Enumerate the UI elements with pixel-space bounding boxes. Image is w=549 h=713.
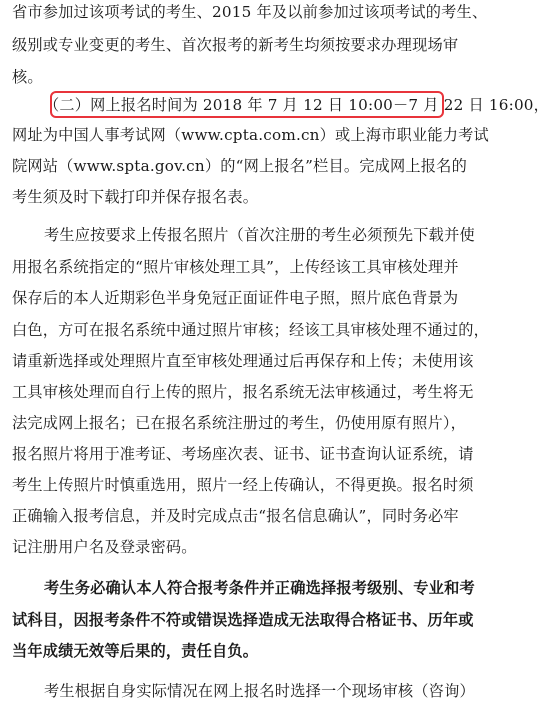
text-line: 记注册用户名及登录密码。 xyxy=(12,538,197,556)
text-line: 用报名系统指定的“照片审核处理工具”，上传经该工具审核处理并 xyxy=(12,258,459,276)
text-line: 请重新选择或处理照片直至审核处理通过后再保存和上传；未使用该 xyxy=(12,352,474,370)
text-line: 核。 xyxy=(12,68,43,86)
text-line: 法完成网上报名；已在报名系统注册过的考生，仍使用原有照片）， xyxy=(12,414,467,432)
text-line: 省市参加过该项考试的考生、2015 年及以前参加过该项考试的考生、 xyxy=(12,3,488,21)
text-line: 报名照片将用于准考证、考场座次表、证书、证书查询认证系统，请 xyxy=(12,445,474,463)
text-line: 正确输入报考信息，并及时完成点击“报名信息确认”，同时务必牢 xyxy=(12,507,459,525)
text-line: 院网站（www.spta.gov.cn）的“网上报名”栏目。完成网上报名的 xyxy=(12,157,467,175)
text-line: 考生应按要求上传报名照片（首次注册的考生必须预先下载并使 xyxy=(44,226,475,244)
text-line: 考生须及时下载打印并保存报名表。 xyxy=(12,188,259,206)
text-line: 保存后的本人近期彩色半身免冠正面证件电子照，照片底色背景为 xyxy=(12,289,459,307)
text-line: 白色，方可在报名系统中通过照片审核；经该工具审核处理不通过的， xyxy=(12,321,490,339)
text-line: 工具审核处理而自行上传的照片，报名系统无法审核通过，考生将无 xyxy=(12,383,474,401)
text-line: 考生上传照片时慎重选用，照片一经上传确认，不得更换。报名时须 xyxy=(12,476,474,494)
text-line: 当年成绩无效等后果的，责任自负。 xyxy=(12,642,259,660)
registration-time-line: （二）网上报名时间为 2018 年 7 月 12 日 10:00－7 月 22 日 16:00， xyxy=(44,96,549,114)
text-line: 考生根据自身实际情况在网上报名时选择一个现场审核（咨询） xyxy=(44,682,475,700)
text-line: 级别或专业变更的考生、首次报考的新考生均须按要求办理现场审 xyxy=(12,36,459,54)
text-line: 考生务必确认本人符合报考条件并正确选择报考级别、专业和考 xyxy=(44,579,475,597)
text-line: 试科目，因报考条件不符或错误选择造成无法取得合格证书、历年或 xyxy=(12,611,474,629)
text-line: 网址为中国人事考试网（www.cpta.com.cn）或上海市职业能力考试 xyxy=(12,126,489,144)
